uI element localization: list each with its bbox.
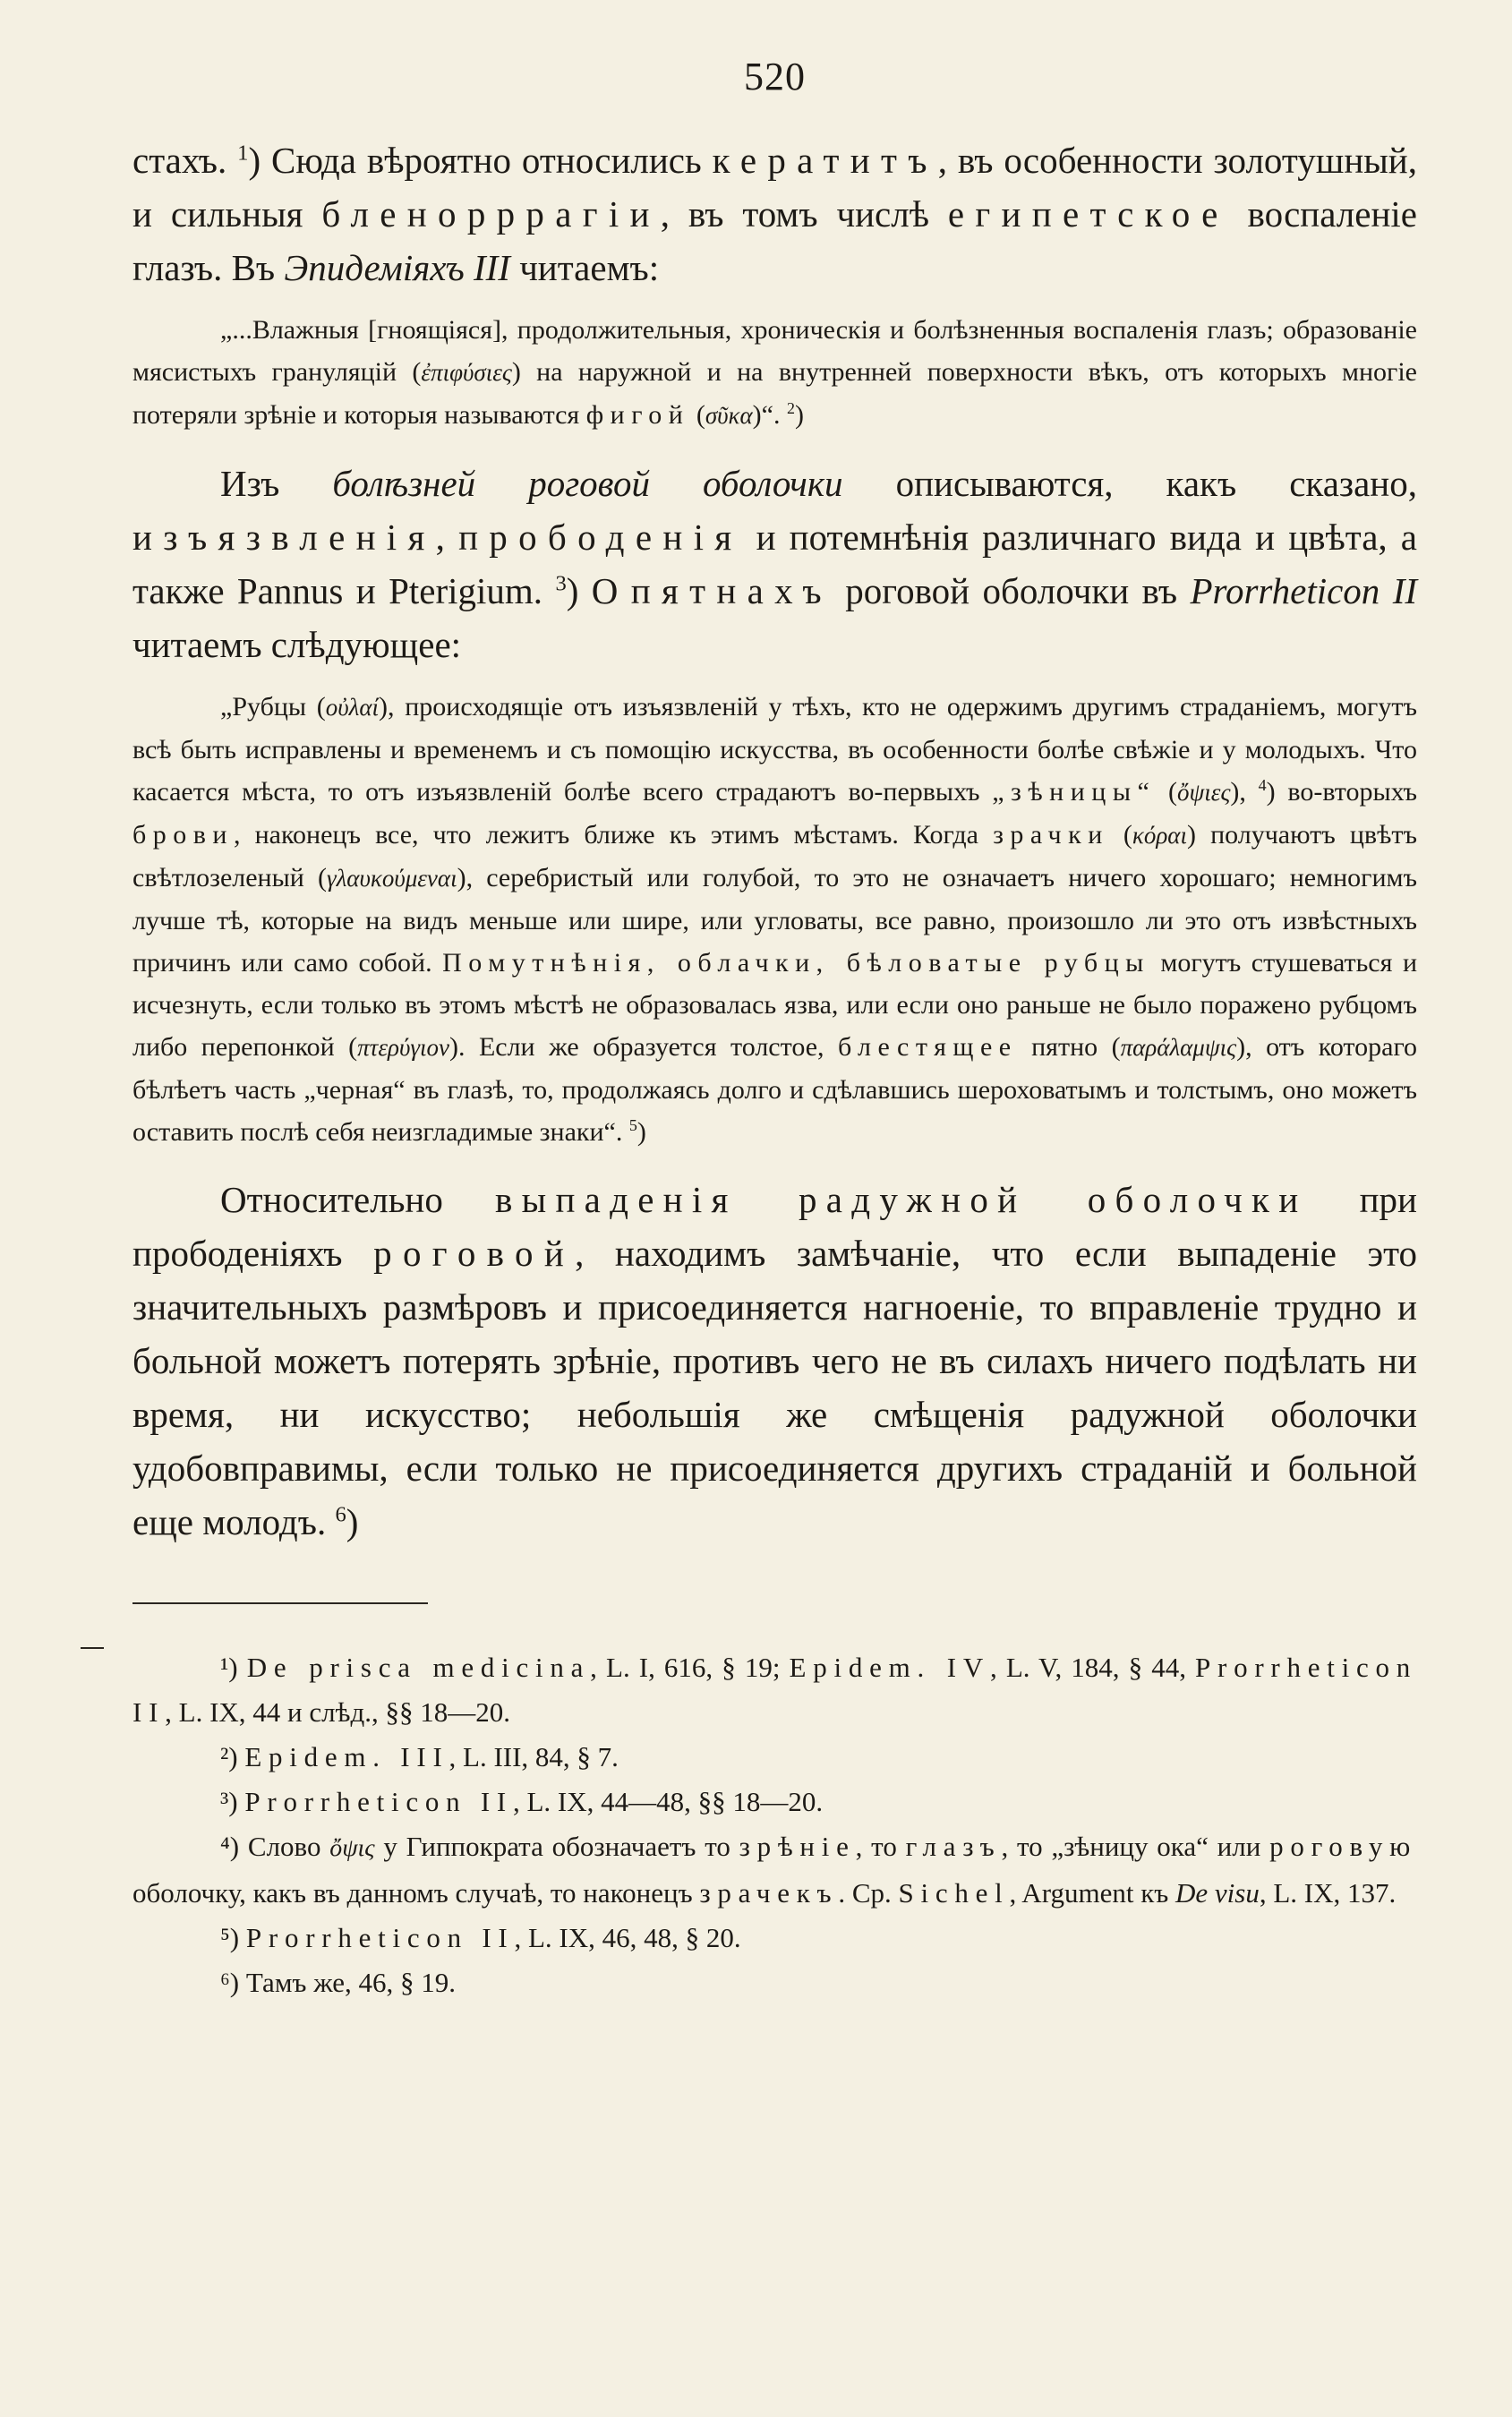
- text-run: , въ томъ числѣ: [660, 193, 948, 235]
- text-run: стахъ.: [132, 140, 238, 181]
- text-run: , L. IX, 44—48, §§ 18—20.: [512, 1786, 824, 1817]
- text-run: ),: [1230, 777, 1259, 807]
- spaced-term: выпаденія радужной оболочки: [495, 1179, 1308, 1220]
- book-page: [132, 54, 1417, 2005]
- footnote-1: [132, 1645, 1417, 1735]
- spaced-term: зрѣніе: [739, 1831, 856, 1862]
- text-run: , наконецъ все, что лежитъ ближе къ этимъ мѣстамъ. Когда: [233, 820, 994, 850]
- spaced-term: изъязвленія: [132, 517, 436, 558]
- text-run: описываются, какъ сказано,: [842, 463, 1417, 504]
- text-run: )“.: [752, 400, 787, 430]
- greek-term: ἐπιφύσιες: [421, 359, 512, 386]
- footnote-mark: ¹): [220, 1652, 238, 1683]
- text-run: ), отъ котораго бѣлѣетъ часть „черная“ въ глазѣ, то, продолжаясь долго и сдѣлавшись шероховатымъ и толстымъ, оно можетъ оставить послѣ себя неизгладимые знаки“.: [132, 1032, 1418, 1147]
- work-title: Prorrheticon II: [1190, 570, 1418, 611]
- margin-mark: [81, 1647, 104, 1649]
- text-run: ): [794, 400, 804, 430]
- text-run: (: [1108, 820, 1132, 850]
- text-run: (: [1156, 777, 1178, 807]
- spaced-term: брови: [132, 820, 234, 850]
- footnote-ref[interactable]: 1: [237, 141, 249, 166]
- text-run: , Argument къ: [1009, 1877, 1176, 1909]
- text-run: Слово: [239, 1831, 330, 1862]
- spaced-term: „зѣницы“: [992, 777, 1157, 807]
- spaced-term: бленорррагіи: [321, 193, 661, 235]
- quotation-1: [132, 309, 1417, 437]
- spaced-term: зрачки: [993, 820, 1109, 850]
- spaced-term: блестящее: [838, 1032, 1018, 1062]
- footnote-4: [132, 1824, 1417, 1916]
- text-run: ): [636, 1117, 646, 1147]
- footnote-mark: ³): [220, 1786, 238, 1817]
- spaced-term: Помутнѣнія, облачки, бѣловатые рубцы: [442, 948, 1150, 978]
- work-title: Prorrheticon II: [245, 1922, 515, 1953]
- paragraph-2: [132, 457, 1417, 671]
- greek-term: παράλαμψις: [1120, 1034, 1237, 1061]
- greek-term: γλαυκούμεναι: [326, 865, 457, 892]
- footnote-ref[interactable]: 2: [786, 399, 795, 417]
- text-run: „Рубцы (: [220, 692, 326, 722]
- text-run: , то „зѣницу ока“ или: [1001, 1831, 1270, 1862]
- footnote-divider: [132, 1602, 428, 1604]
- work-title: Эпидеміяхъ III: [284, 247, 510, 288]
- paragraph-1: [132, 133, 1417, 295]
- greek-term: κόραι: [1132, 822, 1187, 849]
- footnote-ref[interactable]: 6: [335, 1502, 346, 1527]
- footnote-ref[interactable]: 3: [555, 571, 567, 596]
- footnote-mark: ⁴): [220, 1831, 240, 1862]
- footnote-mark: ²): [220, 1741, 238, 1772]
- greek-term: σῦκα: [705, 402, 753, 429]
- text-run: читаемъ:: [509, 247, 660, 288]
- text-run: роговой оболочки въ: [832, 570, 1191, 611]
- text-run: воспаленіе глазъ. Въ: [132, 193, 1417, 288]
- text-run: „...Влажныя [гноящіяся], продолжительныя, хроническія и болѣзненныя воспаленія глазъ; образованіе мясистыхъ грануляцій (: [132, 315, 1417, 387]
- text-run: ,: [435, 517, 459, 558]
- work-title: De prisca medicina: [246, 1652, 591, 1683]
- footnote-mark: ⁵): [220, 1922, 240, 1953]
- author-name: Sichel: [898, 1877, 1010, 1909]
- text-run: ) О: [566, 570, 631, 611]
- footnote-2: [132, 1735, 1417, 1780]
- footnote-3: [132, 1780, 1417, 1824]
- text-run: ), серебристый или голубой, то это не означаетъ ничего хорошаго; немногимъ лучше тѣ, которые на видъ меньше или шире, или угловаты, все равно, произошло ли это отъ извѣстныхъ причинъ или само собой.: [132, 863, 1418, 978]
- spaced-term: зрачекъ: [699, 1877, 839, 1909]
- spaced-term: кератитъ: [712, 140, 938, 181]
- text-run: , L. V, 184, § 44,: [990, 1652, 1196, 1683]
- text-run: и потемнѣнія различнаго вида и цвѣта, а также Pannus и Pterigium.: [132, 517, 1417, 611]
- footnote-ref[interactable]: 4: [1258, 776, 1267, 794]
- text-run: , L. IX, 137.: [1259, 1877, 1397, 1909]
- text-run: , въ особенности золотушный, и сильныя: [132, 140, 1417, 235]
- work-title: De visu: [1175, 1877, 1260, 1909]
- italic-term: болѣзней роговой оболочки: [332, 463, 843, 504]
- text-run: могутъ стушеваться и исчезнуть, если только въ этомъ мѣстѣ не образовалась язва, или если оно раньше не было поражено рубцомъ либо перепонкой (: [132, 948, 1418, 1062]
- work-title: Epidem. III: [244, 1741, 449, 1772]
- text-run: при прободеніяхъ: [132, 1179, 1417, 1274]
- paragraph-3: [132, 1173, 1417, 1549]
- text-run: ): [346, 1501, 359, 1542]
- quotation-2: [132, 686, 1417, 1153]
- spaced-term: пятнахъ: [630, 570, 833, 611]
- text-run: читаемъ слѣдующее:: [132, 624, 462, 665]
- text-run: , то: [855, 1831, 906, 1862]
- spaced-term: египетское: [947, 193, 1229, 235]
- spaced-term: фигой: [585, 400, 690, 430]
- greek-term: ὄψιες: [1177, 779, 1231, 806]
- spaced-term: роговой: [373, 1233, 576, 1274]
- greek-term: πτερύγιον: [357, 1034, 449, 1061]
- text-run: оболочку, какъ въ данномъ случаѣ, то наконецъ: [132, 1877, 700, 1909]
- text-run: , L. I, 616, § 19;: [590, 1652, 790, 1683]
- text-run: ), происходящіе отъ изъязвленій у тѣхъ, кто не одержимъ другимъ страданіемъ, могутъ всѣ быть исправлены и временемъ и съ помощію искусства, въ особенности болѣе свѣжіе и у молодыхъ. Что касается мѣста, то отъ изъязвленій болѣе всего страдаютъ во-первыхъ: [132, 692, 1417, 807]
- spaced-term: прободенія: [458, 517, 743, 558]
- text-run: ) Сюда вѣроятно относились: [248, 140, 713, 181]
- greek-term: οὐλαί: [325, 694, 380, 721]
- greek-term: ὄψις: [329, 1834, 375, 1862]
- text-run: , L. III, 84, § 7.: [448, 1741, 619, 1772]
- text-run: , L. IX, 44 и слѣд., §§ 18—20.: [165, 1696, 510, 1728]
- text-run: ) на наружной и на внутренней поверхности вѣкъ, отъ которыхъ многіе потеряли зрѣніе и которыя называются: [132, 357, 1417, 430]
- text-run: (: [689, 400, 705, 430]
- work-title: Prorrheticon II: [244, 1786, 513, 1817]
- footnote-6: [132, 1960, 1417, 2005]
- text-run: , находимъ замѣчаніе, что если выпаденіе это значительныхъ размѣровъ и присоединяется нагноеніе, то вправленіе трудно и больной можетъ потерять зрѣніе, противъ чего не въ силахъ ничего подѣлать ни время, ни искусство; небольшія же смѣщенія радужной оболочки удобовправимы, если только не присоединяется другихъ страданій и больной еще молодъ.: [132, 1233, 1418, 1542]
- text-run: у Гиппократа обозначаетъ то: [374, 1831, 739, 1862]
- spaced-term: глазъ: [905, 1831, 1002, 1862]
- work-title: Epidem. IV: [789, 1652, 991, 1683]
- text-run: ) получаютъ цвѣтъ свѣтлозеленый (: [132, 820, 1417, 892]
- text-run: , L. IX, 46, 48, § 20.: [514, 1922, 741, 1953]
- text-run: Относительно: [220, 1179, 496, 1220]
- text-run: Тамъ же, 46, § 19.: [239, 1967, 456, 1998]
- text-run: Изъ: [220, 463, 333, 504]
- text-run: ) во-вторыхъ: [1266, 777, 1417, 807]
- spaced-term: роговую: [1269, 1831, 1418, 1862]
- footnotes: [132, 1645, 1417, 2005]
- footnote-ref[interactable]: 5: [628, 1116, 637, 1134]
- work-title: Prorrheticon II: [132, 1652, 1417, 1728]
- page-number: 520: [744, 55, 806, 98]
- text-run: . Ср.: [838, 1877, 899, 1909]
- text-run: ). Если же образуется толстое,: [448, 1032, 838, 1062]
- text-run: пятно (: [1017, 1032, 1121, 1062]
- footnote-mark: ⁶): [220, 1967, 240, 1998]
- footnote-5: [132, 1916, 1417, 1960]
